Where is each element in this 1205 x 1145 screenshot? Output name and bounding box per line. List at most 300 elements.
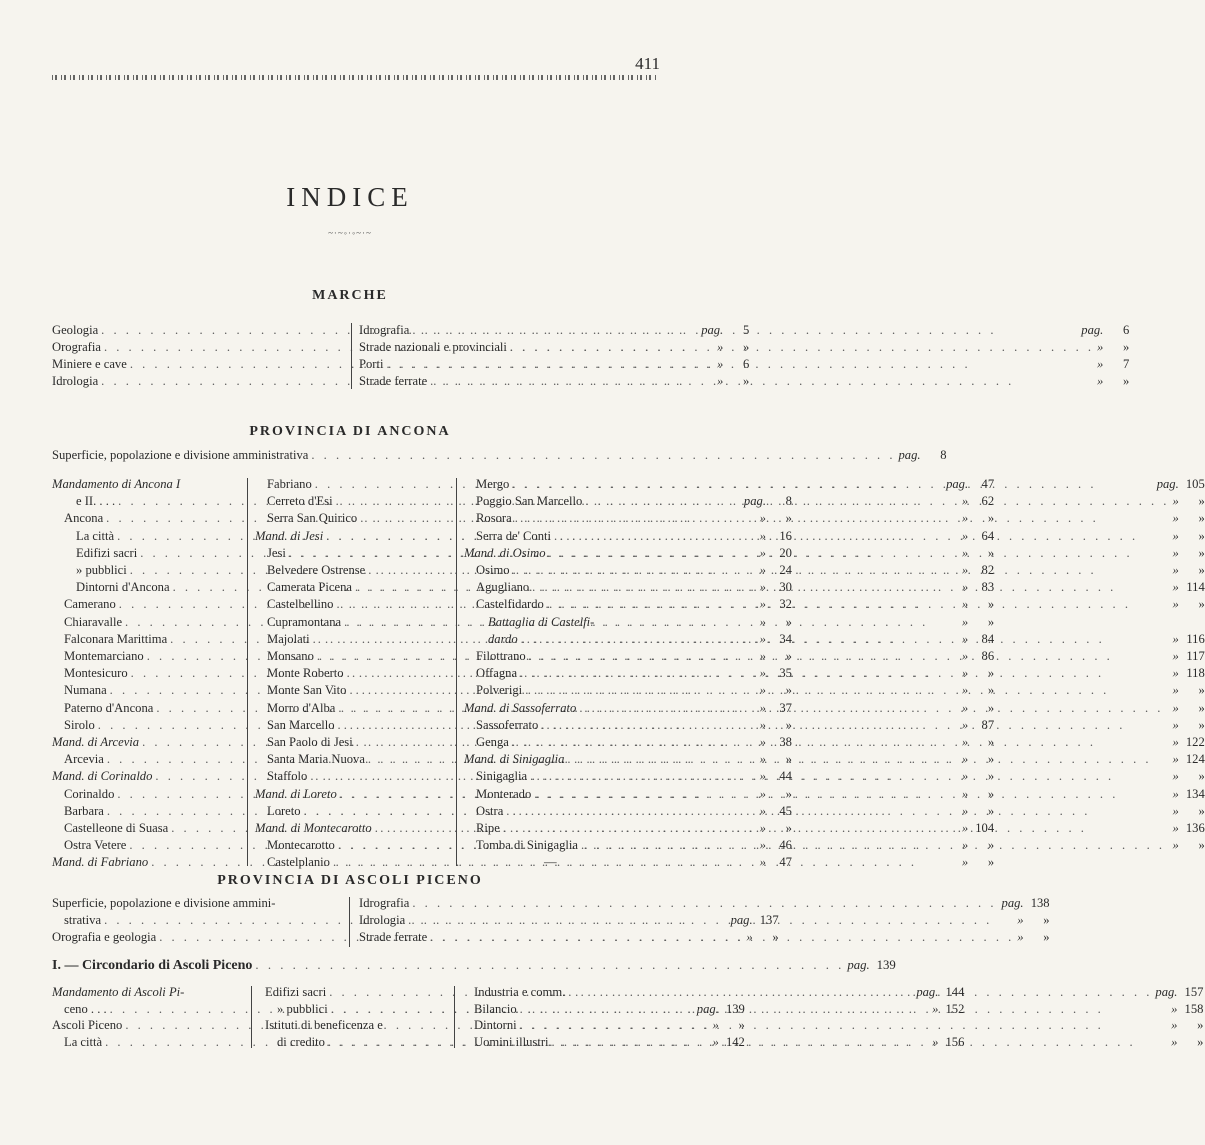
page-ref: »	[785, 717, 792, 732]
page-abbr: »	[759, 511, 766, 526]
entry-label: Idrografia	[359, 896, 410, 910]
page-ref: 62	[981, 494, 995, 509]
page-abbr: »	[961, 717, 969, 732]
page-ref: »	[1123, 374, 1130, 388]
index-entry	[359, 912, 1050, 929]
page-abbr: »	[759, 649, 766, 664]
column-divider	[349, 897, 350, 947]
page-ref: 45	[779, 803, 792, 818]
page-ref: 144	[945, 985, 965, 999]
leader-dots	[427, 929, 1017, 946]
leader-dots	[517, 1001, 1171, 1018]
leader-dots	[551, 528, 1172, 545]
page-abbr: pag.	[1155, 985, 1178, 999]
leader-dots	[522, 682, 1172, 699]
section-heading-ancona: PROVINCIA DI ANCONA	[249, 424, 451, 439]
page-abbr: pag.	[696, 1001, 719, 1016]
page-abbr: »	[1172, 769, 1179, 784]
page-ref: 47	[981, 477, 995, 491]
column-divider	[456, 478, 457, 866]
entry-label: strativa	[64, 913, 102, 927]
page-abbr: pag.	[898, 448, 921, 462]
section-heading-marche: MARCHE	[312, 288, 388, 303]
page-ref: 152	[945, 1001, 965, 1016]
entry-label: Porti	[359, 357, 384, 371]
page-ref: »	[987, 803, 995, 818]
page-ref: 117	[1186, 649, 1205, 664]
entry-label: ceno . . .	[64, 1001, 107, 1016]
index-entry	[464, 596, 1205, 613]
page-abbr: »	[1171, 1001, 1178, 1016]
page-abbr: »	[961, 769, 969, 784]
page-abbr: »	[1097, 357, 1104, 371]
entry-label: Ancona	[64, 511, 104, 526]
page-abbr: »	[759, 631, 766, 646]
leader-dots	[578, 837, 1172, 854]
page-abbr: »	[961, 545, 969, 560]
page-abbr: »	[961, 614, 969, 629]
page-ref: »	[785, 752, 792, 767]
entry-label: Dintorni d'Ancona	[76, 580, 170, 595]
entry-label: Miniere e cave	[52, 357, 127, 371]
entry-label: Rosora	[476, 511, 512, 526]
page-ref: 5	[742, 323, 750, 337]
page-abbr: »	[1172, 649, 1179, 664]
entry-label: Santa Maria Nuova	[267, 752, 365, 767]
page-ref: 116	[1186, 631, 1205, 646]
entry-label: Camerano	[64, 597, 116, 612]
leader-dots	[518, 631, 1173, 648]
page-ref: »	[987, 735, 995, 750]
page-number: 411	[635, 54, 660, 73]
page-abbr: »	[759, 717, 766, 732]
page-ref: 156	[945, 1034, 965, 1049]
entry-label: Falconara Marittima	[64, 631, 168, 646]
page-abbr: »	[961, 631, 969, 646]
page-abbr: »	[1172, 666, 1179, 681]
page-ref: 38	[779, 735, 792, 750]
index-entry	[359, 322, 1129, 339]
page-abbr: »	[961, 821, 969, 836]
page-ref: 84	[981, 631, 995, 646]
page-abbr: »	[759, 700, 766, 715]
page-ref: »	[1123, 340, 1130, 354]
marche-right-list	[359, 322, 1130, 390]
index-entry	[474, 1001, 1203, 1018]
page-ref: 87	[981, 717, 995, 732]
page-ref: »	[785, 683, 792, 698]
page-ref: 139	[725, 1001, 745, 1016]
page-abbr: pag.	[743, 494, 766, 509]
entry-label: Tomba di Sinigaglia	[476, 838, 578, 853]
entry-label: Mand. di Fabriano	[52, 855, 149, 870]
page-ref: »	[1198, 700, 1205, 715]
page-abbr: »	[961, 528, 969, 543]
page-ref: »	[785, 511, 792, 526]
entry-label: Mand. di Osimo	[464, 545, 546, 560]
page-ref: »	[987, 597, 995, 612]
leader-dots	[384, 356, 1098, 373]
page-ref: »	[987, 786, 995, 801]
page-abbr: »	[759, 786, 766, 801]
entry-label: Idrologia	[359, 913, 406, 927]
page-ref: 6	[1123, 323, 1130, 337]
index-entry	[464, 510, 1205, 527]
page-ref: 118	[1186, 666, 1205, 681]
entry-label: » pubblici	[277, 1001, 328, 1016]
index-entry	[474, 1017, 1203, 1034]
page-ref: »	[785, 614, 792, 629]
entry-label: Mandamento di Ascoli Pi-	[52, 985, 185, 999]
leader-dots	[531, 786, 1172, 803]
page-ref: »	[1198, 717, 1205, 732]
page-abbr: »	[759, 528, 766, 543]
page-ref: »	[987, 683, 995, 698]
column-divider	[454, 986, 455, 1048]
entry-label: dardo	[488, 631, 518, 646]
column-divider	[351, 323, 352, 389]
entry-label: Agugliano	[476, 580, 530, 595]
page-abbr: »	[712, 1018, 719, 1032]
entry-label: Offagna	[476, 666, 518, 681]
entry-label: Mand. di Sinigaglia	[464, 752, 565, 767]
entry-label: Montecarotto	[267, 838, 335, 853]
page-abbr: »	[1172, 786, 1179, 801]
page-ref: »	[987, 855, 995, 870]
page-abbr: »	[759, 683, 766, 698]
page-abbr: »	[759, 563, 766, 578]
leader-dots	[565, 984, 1155, 1001]
entry-label: Chiaravalle	[64, 614, 123, 629]
page-abbr: »	[759, 614, 766, 629]
page-ref: 34	[779, 631, 792, 646]
page-ref: 157	[1184, 985, 1204, 999]
page-abbr: »	[759, 855, 766, 870]
entry-label: Genga	[476, 735, 509, 750]
page-ref: 134	[1185, 786, 1205, 801]
page-abbr: »	[1172, 528, 1179, 543]
page-abbr: »	[961, 580, 969, 595]
page-ref: 35	[779, 666, 792, 681]
page-abbr: »	[1097, 340, 1104, 354]
entry-label: Polverigi	[476, 683, 523, 698]
index-entry	[464, 803, 1205, 820]
index-entry	[464, 717, 1205, 734]
index-entry	[464, 648, 1205, 665]
page-abbr: »	[1171, 1018, 1178, 1032]
page-abbr: »	[1172, 735, 1179, 750]
page-abbr: »	[716, 374, 724, 388]
column-divider	[251, 986, 252, 1048]
page-ref: 16	[779, 528, 792, 543]
page-abbr: »	[1172, 511, 1179, 526]
index-entry	[464, 837, 1205, 854]
page-abbr: »	[1172, 803, 1179, 818]
entry-label: Orografia	[52, 340, 101, 354]
index-entry	[464, 854, 1205, 871]
page-title: INDICE	[286, 182, 414, 212]
ancona-summary	[52, 447, 947, 464]
leader-dots	[564, 751, 1172, 768]
page-ref: »	[742, 374, 750, 388]
page-abbr: pag.	[946, 477, 969, 491]
entry-label: Majolati	[267, 631, 310, 646]
page-abbr: »	[961, 649, 969, 664]
index-entry	[464, 820, 1205, 837]
page-abbr: »	[961, 511, 969, 526]
page-ref: 44	[779, 769, 792, 784]
page-ref: »	[1198, 597, 1205, 612]
page-abbr: »	[961, 563, 969, 578]
entry-label: Sirolo	[64, 717, 95, 732]
page-abbr: »	[1017, 930, 1024, 944]
page-ref: »	[785, 649, 792, 664]
entry-label: Barbara	[64, 803, 104, 818]
page-ref: »	[1198, 545, 1205, 560]
leader-dots	[409, 895, 1001, 912]
page-abbr: »	[961, 752, 969, 767]
page-ref: »	[785, 786, 792, 801]
index-entry	[464, 751, 1205, 768]
entry-label: Camerata Picena	[267, 580, 352, 595]
entry-label: Morro d'Alba	[267, 700, 336, 715]
entry-label: Mand. di Arcevia	[52, 735, 140, 750]
leader-dots	[576, 700, 1172, 717]
circondario-label: I. — Circondario di Ascoli Piceno	[52, 958, 253, 973]
leader-dots	[529, 579, 1172, 596]
page-ref: 37	[779, 700, 792, 715]
index-entry	[464, 562, 1205, 579]
leader-dots	[503, 803, 1172, 820]
entry-label: Montemarciano	[64, 649, 144, 664]
page-abbr: »	[1172, 494, 1179, 509]
page-abbr: »	[1097, 374, 1104, 388]
page-ref: »	[1198, 528, 1205, 543]
page-ref: 122	[1185, 735, 1205, 750]
page-ref: 138	[1030, 896, 1050, 910]
page-abbr: »	[961, 666, 969, 681]
page-ref: 47	[779, 855, 792, 870]
index-entry	[464, 734, 1205, 751]
page-abbr: »	[961, 700, 969, 715]
entry-label: Mand. di Jesi	[255, 528, 324, 543]
entry-label: Serra San Quirico	[267, 511, 358, 526]
entry-label: Loreto	[267, 803, 301, 818]
page-ref: »	[987, 545, 995, 560]
page-abbr: »	[1017, 913, 1024, 927]
page-abbr: »	[1172, 563, 1179, 578]
page-abbr: »	[1171, 1034, 1178, 1049]
entry-label: di credito	[277, 1034, 325, 1049]
entry-label: Castelbellino	[267, 597, 334, 612]
page-abbr: pag.	[1156, 477, 1179, 491]
entry-label: San Marcello	[267, 717, 335, 732]
page-abbr: pag.	[701, 323, 724, 337]
index-entry	[474, 1034, 1203, 1051]
title-ornament: ~·~◦·◦~·~	[328, 228, 372, 238]
page-ref: »	[1198, 494, 1205, 509]
page-ref: 83	[981, 580, 995, 595]
page-abbr: »	[961, 494, 969, 509]
page-ref: »	[987, 614, 995, 629]
page-abbr: »	[746, 930, 753, 944]
page-ref: »	[772, 930, 779, 944]
index-entry	[464, 631, 1205, 648]
page-ref: 137	[759, 913, 779, 927]
entry-label: Filottrano	[476, 649, 526, 664]
entry-label: Castelleone di Suasa	[64, 821, 169, 836]
entry-label: » pubblici	[76, 563, 127, 578]
entry-label: Monsano	[267, 649, 314, 664]
leader-dots	[582, 493, 1172, 510]
entry-label: Superficie, popolazione e divisione amministrativa	[52, 448, 309, 462]
index-entry	[464, 545, 1205, 562]
entry-label: Ascoli Piceno	[52, 1018, 123, 1032]
index-entry	[464, 682, 1205, 699]
entry-label: Numana	[64, 683, 107, 698]
entry-label: Mand. di Corinaldo	[52, 769, 153, 784]
entry-label: Corinaldo	[64, 786, 115, 801]
leader-dots	[510, 562, 1173, 579]
ornamental-rule	[52, 75, 658, 80]
page-abbr: »	[759, 597, 766, 612]
page-ref: »	[987, 666, 995, 681]
page-ref: »	[987, 752, 995, 767]
circondario-heading	[52, 958, 896, 974]
entry-label: Orografia e geologia	[52, 930, 157, 944]
page-ref: »	[1198, 838, 1205, 853]
entry-label: Monte San Vito	[267, 683, 347, 698]
entry-label: Sassoferrato	[476, 717, 539, 732]
index-entry	[464, 493, 1205, 510]
page-ref: »	[1198, 563, 1205, 578]
entry-label: Fabriano	[267, 477, 312, 491]
page-ref: 24	[779, 563, 792, 578]
page-abbr: pag.	[1081, 323, 1104, 337]
page-abbr: »	[1172, 838, 1179, 853]
page-ref: »	[742, 340, 750, 354]
page-ref: 8	[785, 494, 792, 509]
page-ref: 86	[981, 649, 995, 664]
entry-label: Monterado	[476, 786, 532, 801]
entry-label: Ripe	[476, 821, 500, 836]
entry-label: Monte Roberto	[267, 666, 344, 681]
page-abbr: »	[961, 735, 969, 750]
index-entry	[52, 447, 947, 464]
entry-label: Jesi	[267, 545, 286, 560]
entry-label: Mand. di Loreto	[255, 786, 337, 801]
page-ref: 7	[1123, 357, 1130, 371]
leader-dots	[526, 648, 1173, 665]
page-ref: »	[1198, 803, 1205, 818]
page-ref: »	[738, 1018, 745, 1032]
page-ref: 124	[1185, 752, 1205, 767]
page-abbr: pag.	[1001, 896, 1024, 910]
page-abbr: »	[759, 838, 766, 853]
entry-label: Strade ferrate	[359, 930, 428, 944]
page-abbr: »	[961, 597, 969, 612]
leader-dots	[538, 717, 1172, 734]
page-ref: »	[987, 511, 995, 526]
page-abbr: »	[716, 340, 724, 354]
leader-dots	[544, 596, 1173, 613]
page-abbr: »	[759, 769, 766, 784]
page-abbr: »	[1172, 580, 1179, 595]
page-ref: »	[987, 700, 995, 715]
page-ref: 139	[876, 958, 896, 972]
entry-label: Strade nazionali e provinciali	[359, 340, 507, 354]
leader-dots	[500, 820, 1173, 837]
entry-label: —	[544, 855, 557, 870]
leader-dots	[509, 476, 1156, 493]
entry-label: Geologia	[52, 323, 99, 337]
page-ref: 105	[1185, 477, 1205, 491]
page-abbr: »	[759, 666, 766, 681]
page-ref: 30	[779, 580, 792, 595]
entry-label: Poggio San Marcello	[476, 494, 583, 509]
leader-dots	[517, 1017, 1171, 1034]
page-abbr: »	[1172, 597, 1179, 612]
index-entry	[464, 614, 1205, 631]
page-abbr: »	[932, 1034, 939, 1049]
page-ref: 158	[1184, 1001, 1204, 1016]
entry-label: Castelfidardo	[476, 597, 544, 612]
page-ref: 104	[975, 821, 995, 836]
entry-label: Strade ferrate	[359, 374, 428, 388]
page-abbr: »	[1172, 821, 1179, 836]
entry-label: Castelplanio	[267, 855, 330, 870]
entry-label: Battaglia di Castelfi-	[488, 614, 595, 629]
page-ref: 20	[779, 545, 792, 560]
page-ref: »	[1197, 1034, 1204, 1049]
entry-label: e II. . . .	[76, 494, 116, 509]
leader-dots	[527, 768, 1172, 785]
page-abbr: »	[1172, 545, 1179, 560]
leader-dots	[517, 665, 1172, 682]
index-entry	[359, 895, 1050, 912]
leader-dots	[308, 447, 898, 464]
page-abbr: pag.	[916, 985, 939, 999]
page-ref: 114	[1186, 580, 1205, 595]
entry-label: Ostra	[476, 803, 504, 818]
entry-label: La città	[64, 1034, 103, 1049]
leader-dots	[546, 545, 1173, 562]
entry-label: Belvedere Ostrense	[267, 563, 366, 578]
section-heading-ascoli: PROVINCIA DI ASCOLI PICENO	[217, 873, 483, 888]
leader-dots	[512, 510, 1173, 527]
entry-label: Mand. di Sassoferrato	[464, 700, 577, 715]
entry-label: Idrografia	[359, 323, 410, 337]
page-ref: »	[987, 769, 995, 784]
page-ref: »	[1197, 1018, 1204, 1032]
leader-dots	[549, 1034, 1172, 1051]
entry-label: Superficie, popolazione e divisione ammini-	[52, 896, 276, 910]
index-entry	[464, 768, 1205, 785]
page-abbr: »	[716, 357, 724, 371]
page-ref: »	[1043, 913, 1050, 927]
index-entry	[474, 984, 1203, 1001]
page-ref: 46	[779, 838, 792, 853]
entry-label: Istituti di beneficenza e	[265, 1018, 383, 1032]
entry-label: Edifizi sacri	[76, 545, 138, 560]
page-ref: 82	[981, 563, 995, 578]
entry-label: Cupramontana	[267, 614, 342, 629]
entry-label: Cerreto d'Esi	[267, 494, 333, 509]
entry-label: Mergo	[476, 477, 510, 491]
entry-label: Edifizi sacri	[265, 985, 327, 999]
page-ref: »	[785, 821, 792, 836]
page-abbr: »	[961, 838, 969, 853]
